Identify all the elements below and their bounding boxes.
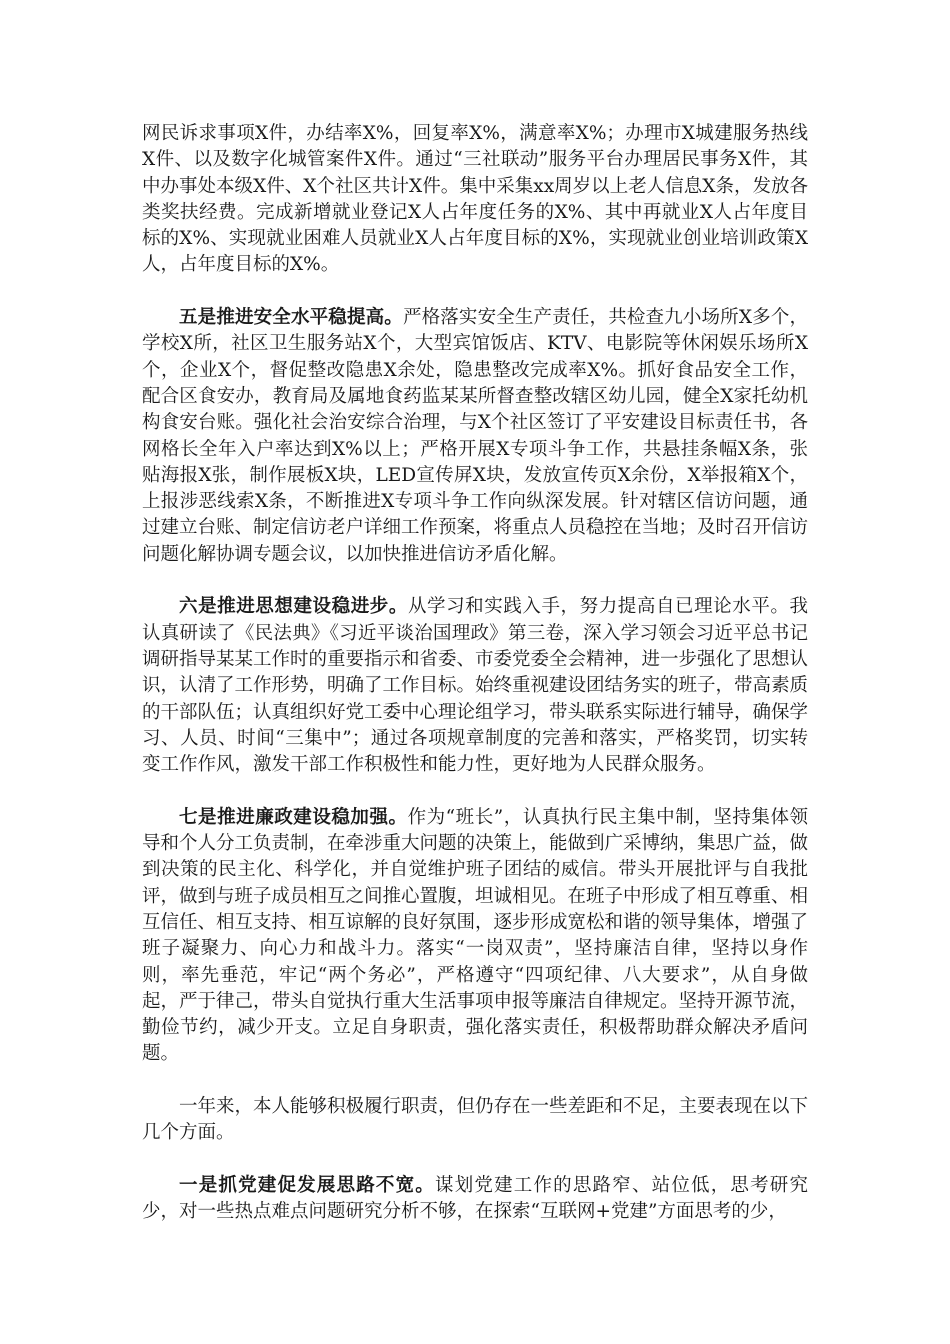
paragraph-heading: 七是推进廉政建设稳加强。 bbox=[179, 806, 408, 828]
paragraph-summary bbox=[142, 1094, 808, 1147]
paragraph-text: 网民诉求事项X件，办结率X%，回复率X%，满意率X%；办理市X城建服务热线X件、以及数字化城管案件X件。通过“三社联动”服务平台办理居民事务X件，其中办事处本级X件、X个社区共计X件。集中采集xx周岁以上老人信息X条，发放各类奖扶经费。完成新增就业登记X人占年度任务的X%、其中再就业X人占年度目标的X%、实现就业困难人员就业X人占年度目标的X%，实现就业创业培训政策X人，占年度目标的X%。 bbox=[142, 123, 808, 276]
paragraph-text: 从学习和实践入手，努力提高自已理论水平。我认真研读了《民法典》《习近平谈治国理政》第三卷，深入学习领会习近平总书记调研指导某某工作时的重要指示和省委、市委党委全会精神，进一步强化了思想认识，认清了工作形势，明确了工作目标。始终重视建设团结务实的班子，带高素质的干部队伍；认真组织好党工委中心理论组学习，带头联系实际进行辅导，确保学习、人员、时间“三集中”；通过各项规章制度的完善和落实，严格奖罚，切实转变工作作风，激发干部工作积极性和能力性，更好地为人民群众服务。 bbox=[142, 596, 809, 776]
paragraph-heading: 五是推进安全水平稳提高。 bbox=[179, 307, 403, 329]
paragraph-text: 一年来，本人能够积极履行职责，但仍存在一些差距和不足，主要表现在以下几个方面。 bbox=[142, 1095, 809, 1144]
paragraph-text: 作为“班长”，认真执行民主集中制，坚持集体领导和个人分工负责制，在牵涉重大问题的决策上，能做到广采博纳，集思广益，做到决策的民主化、科学化，并自觉维护班子团结的威信。带头开展批评与自我批评，做到与班子成员相互之间推心置腹，坦诚相见。在班子中形成了相互尊重、相互信任、相互支持、相互谅解的良好氛围，逐步形成宽松和谐的领导集体，增强了班子凝聚力、向心力和战斗力。落实“一岗双责”，坚持廉洁自律，坚持以身作则，率先垂范，牢记“两个务必”，严格遵守“四项纪律、八大要求”，从自身做起，严于律己，带头自觉执行重大生活事项申报等廉洁自律规定。坚持开源节流，勤俭节约，减少开支。立足自身职责，强化落实责任，积极帮助群众解决矛盾问题。 bbox=[142, 806, 809, 1065]
paragraph-text: 严格落实安全生产责任，共检查九小场所X多个，学校X所，社区卫生服务站X个，大型宾馆饭店、KTV、电影院等休闲娱乐场所X个，企业X个，督促整改隐患X余处，隐患整改完成率X%。抓好食品安全工作，配合区食安办，教育局及属地食药监某某所督查整改辖区幼儿园，健全X家托幼机构食安台账。强化社会治安综合治理，与X个社区签订了平安建设目标责任书，各网格长全年入户率达到X%以上；严格开展X专项斗争工作，共悬挂条幅X条，张贴海报X张，制作展板X块，LED宣传屏X块，发放宣传页X余份，X举报箱X个，上报涉恶线索X条，不断推进X专项斗争工作向纵深发展。针对辖区信访问题，通过建立台账、制定信访老户详细工作预案，将重点人员稳控在当地；及时召开信访问题化解协调专题会议，以加快推进信访矛盾化解。 bbox=[142, 307, 809, 565]
paragraph-integrity bbox=[142, 805, 808, 1068]
paragraph-heading: 六是推进思想建设稳进步。 bbox=[179, 596, 408, 618]
paragraph-heading: 一是抓党建促发展思路不宽。 bbox=[179, 1174, 436, 1196]
paragraph-text: 谋划党建工作的思路窄、站位低，思考研究少，对一些热点难点问题研究分析不够，在探索“互联网+党建”方面思考的少， bbox=[142, 1174, 808, 1223]
paragraph-safety bbox=[142, 305, 808, 568]
paragraph-continuation bbox=[142, 121, 808, 279]
paragraph-ideology bbox=[142, 594, 808, 778]
document-body bbox=[142, 121, 808, 1225]
paragraph-shortcoming bbox=[142, 1173, 808, 1226]
